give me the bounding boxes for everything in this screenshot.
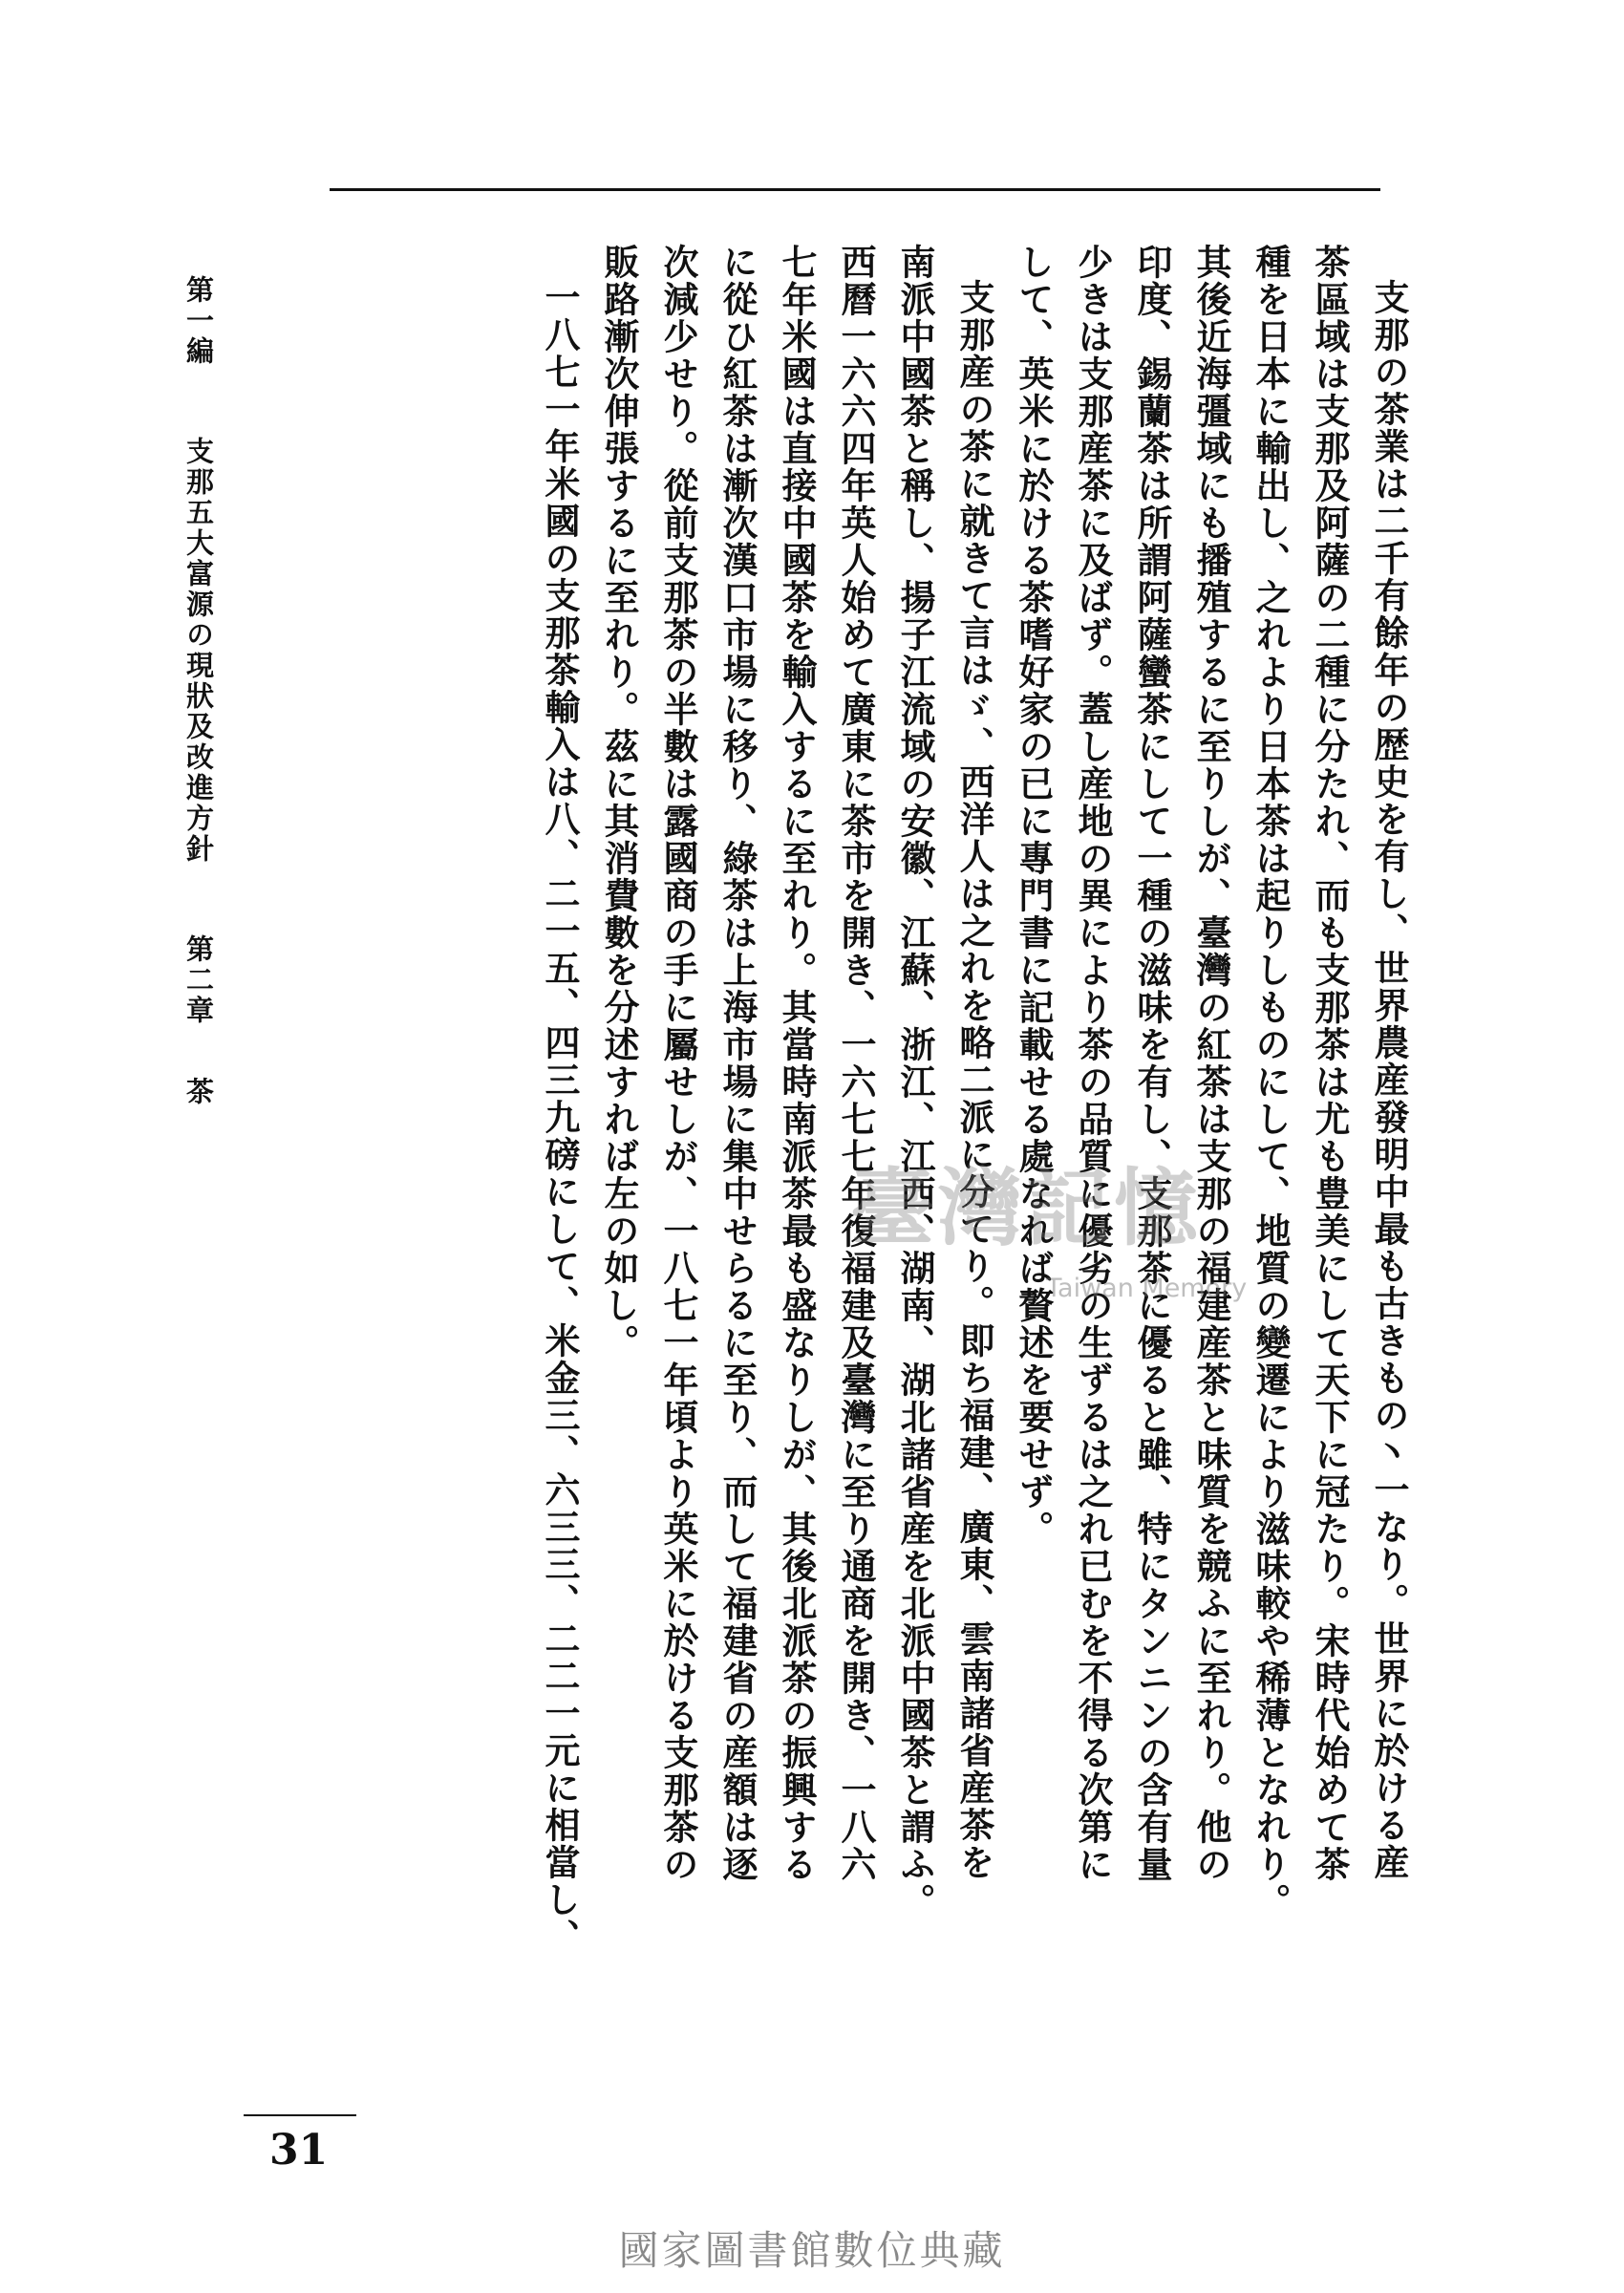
book-title: 支那五大富源の現狀及改進方針	[182, 437, 215, 866]
chapter-label: 第二章	[182, 934, 215, 1027]
text-column: 支那の茶業は二千有餘年の歴史を有し、世界農産發明中最も古きもの丶一なり。世界に於ける産	[1368, 279, 1410, 1881]
chapter-subject: 茶	[182, 1077, 215, 1108]
top-rule	[330, 188, 1380, 191]
watermark-subtitle: Taiwan Memory	[1046, 1274, 1248, 1303]
text-column: 販路漸次伸張するに至れり。茲に其消費數を分述すれば左の如し。	[598, 244, 640, 1361]
text-column: 其後近海彊域にも播殖するに至りしが、臺灣の紅茶は支那の福建産茶と味質を競ふに至れり。他の	[1190, 244, 1232, 1883]
text-column: 支那産の茶に就きて言はゞ、西洋人は之れを略二派に分てり。即ち福建、廣東、雲南諸省産茶を	[953, 279, 995, 1881]
text-column: 七年米國は直接中國茶を輸入するに至れり。其當時南派茶最も盛なりしが、其後北派茶の振興する	[776, 244, 818, 1883]
library-footer: 國家圖書館數位典藏	[618, 2227, 1006, 2274]
page-number: 31	[269, 2126, 329, 2175]
text-column: 茶區域は支那及阿薩の二種に分たれ、而も支那茶は尤も豊美にして天下に冠たり。宋時代始めて茶	[1309, 244, 1351, 1883]
text-column: 南派中國茶と稱し、揚子江流域の安徽、江蘇、浙江、江西、湖南、湖北諸省産を北派中國茶と謂ふ。	[894, 244, 936, 1920]
text-column: 種を日本に輸出し、之れより日本茶は起りしものにして、地質の變遷により滋味較や稀薄となれり。	[1250, 244, 1292, 1920]
part-label: 第一編	[182, 275, 215, 367]
text-column: 西曆一六六四年英人始めて廣東に茶市を開き、一六七七年復福建及臺灣に至り通商を開き、一八六	[835, 244, 877, 1883]
page-number-rule	[244, 2114, 356, 2116]
watermark-text: 臺灣記憶	[850, 1158, 1203, 1257]
text-column: に從ひ紅茶は漸次漢口市場に移り、綠茶は上海市場に集中せらるに至り、而して福建省の産額は逐	[716, 244, 759, 1883]
text-column: 印度、錫蘭茶は所謂阿薩蠻茶にして一種の滋味を有し、支那茶に優ると雖、特にタンニンの含有量	[1131, 244, 1173, 1883]
text-column: して、英米に於ける茶嗜好家の已に專門書に記載せる處なれば贅述を要せず。	[1013, 244, 1055, 1548]
text-column: 一八七一年米國の支那茶輸入は八、二一五、四三九磅にして、米金三、六三三、二二一元に相當し、	[539, 279, 581, 1956]
text-column: 次減少せり。從前支那茶の半數は露國商の手に屬せしが、一八七一年頃より英米に於ける支那茶の	[657, 244, 699, 1883]
text-column: 少きは支那産茶に及ばず。蓋し産地の異により茶の品質に優劣の生ずるは之れ已むを不得る次第に	[1072, 244, 1114, 1883]
running-head	[180, 275, 218, 1899]
